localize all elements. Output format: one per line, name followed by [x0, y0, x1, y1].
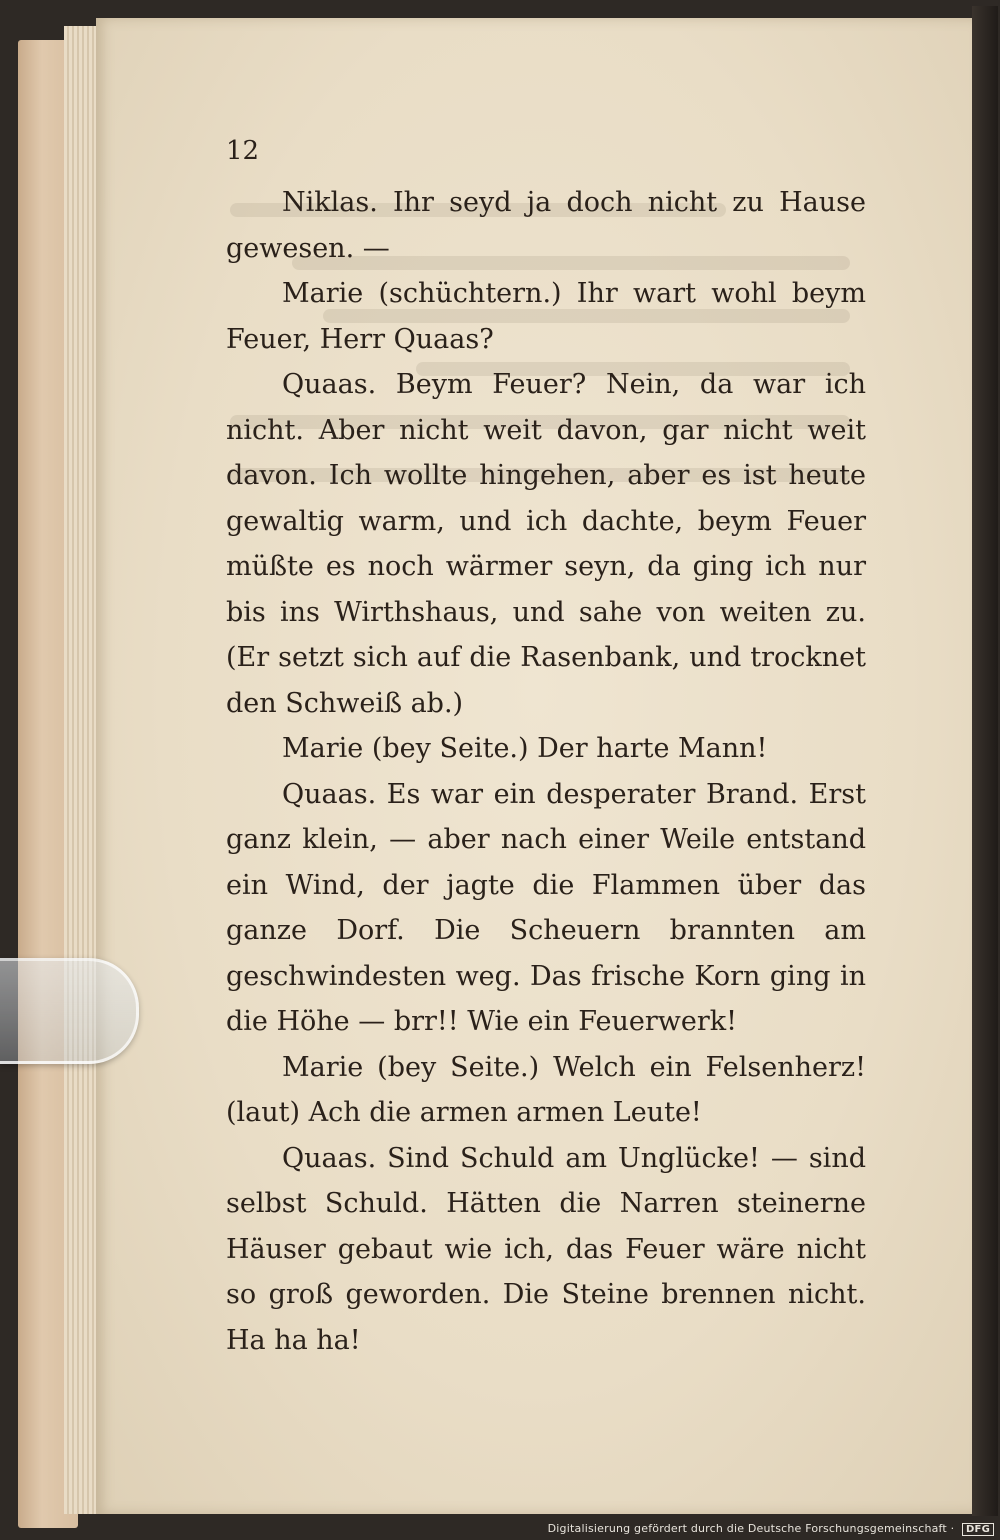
page-text-block: [226, 130, 866, 1363]
paragraph-niklas: Niklas. Ihr seyd ja doch nicht zu Hause gewesen. —: [226, 187, 866, 264]
paragraph-quaas-2: Quaas. Es war ein desperater Brand. Erst ganz klein, — aber nach einer Weile entstand ein Wind, der jagte die Flammen über das ganze Dorf. Die Scheuern brannten am geschwindesten weg. Das frische Korn ging in die Höhe — brr!! Wie ein Feuerwerk!: [226, 778, 866, 1037]
page-clip: [0, 958, 139, 1064]
dfg-logo: DFG: [962, 1523, 994, 1536]
page-number: 12: [226, 136, 260, 166]
paragraph-marie-3: Marie (bey Seite.) Welch ein Felsenherz! (laut) Ach die armen armen Leute!: [226, 1051, 866, 1128]
paragraph-quaas-1: Quaas. Beym Feuer? Nein, da war ich nicht. Aber nicht weit davon, gar nicht weit davon. Ich wollte hingehen, aber es ist heute gewaltig warm, und ich dachte, beym Feuer müßte es noch wärmer seyn, da ging ich nur bis ins Wirthshaus, und sahe von weiten zu. (Er setzt sich auf die Rasenbank, und trocknet den Schweiß ab.): [226, 369, 866, 719]
credit-text: Digitalisierung gefördert durch die Deutsche Forschungsgemeinschaft: [547, 1522, 947, 1535]
book-right-edge: [972, 6, 998, 1516]
digitization-credit: Digitalisierung gefördert durch die Deutsche Forschungsgemeinschaft · DFG: [548, 1522, 994, 1536]
paragraph-marie-2: Marie (bey Seite.) Der harte Mann!: [282, 733, 768, 764]
paragraph-marie-1: Marie (schüchtern.) Ihr wart wohl beym Feuer, Herr Quaas?: [226, 278, 866, 355]
paragraph-quaas-3: Quaas. Sind Schuld am Unglücke! — sind selbst Schuld. Hätten die Narren steinerne Häuser gebaut wie ich, das Feuer wäre nicht so groß geworden. Die Steine brennen nicht. Ha ha ha!: [226, 1142, 866, 1356]
